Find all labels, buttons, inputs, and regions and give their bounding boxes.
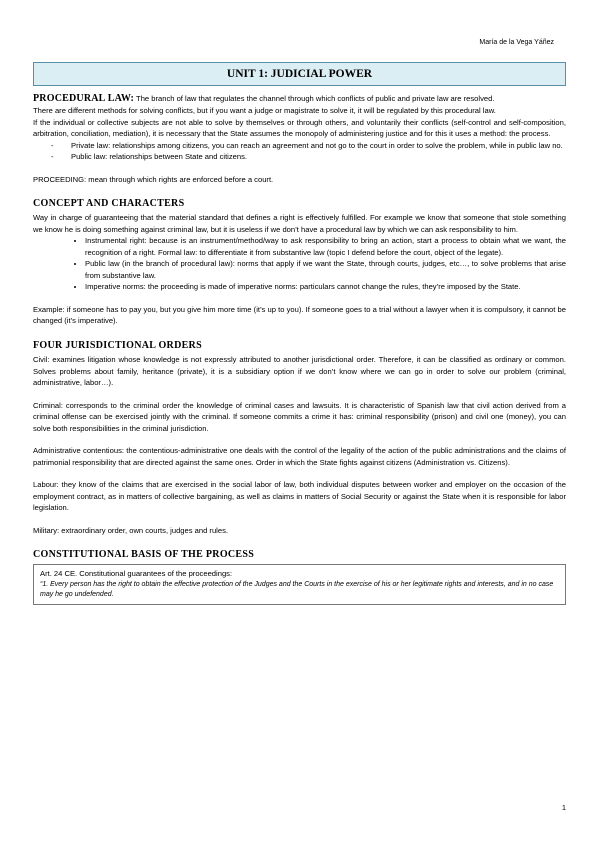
proceeding-definition: PROCEEDING: mean through which rights are enforced before a court. (33, 174, 274, 184)
list-item: - Private law: relationships among citizens, you can reach an agreement and not go to the court in order to solve the problem, while in public law no. (71, 140, 566, 152)
order-military: Military: extraordinary order, own courts, judges and rules. (33, 525, 228, 535)
section-title-constitutional: CONSTITUTIONAL BASIS OF THE PROCESS (33, 549, 255, 561)
list-item: • Imperative norms: the proceeding is made of imperative norms: particulars cannot change the rules, they’re imposed by the State. (85, 281, 566, 293)
procedural-paragraph-2: There are different methods for solving conflicts, but if you want a judge or magistrate to solve it, it will be regulated by this procedural law. (33, 106, 496, 115)
procedural-law-definition: The branch of law that regulates the channel through which conflicts of public and private law are resolved. (134, 94, 495, 103)
section-title-orders: FOUR JURISDICTIONAL ORDERS (33, 339, 202, 351)
list-item: • Instrumental right: because is an instrument/method/way to ask responsibility to bring an action, start a process to obtain what we want, the recognition of a right. Formal law: to differentiate it from substantive law (topic I defend before the court, object of the legate). (85, 235, 566, 258)
procedural-paragraph-3: If the individual or collective subjects are not able to solve by themselves or through others, and voluntarily their conflicts (self-control and self-composition, arbitration, conciliation, mediation), it is necessary that the State assumes the monopoly of administering justice and for this it uses a method: the process. (33, 117, 566, 139)
constitution-article-box (33, 564, 566, 605)
unit-title: UNIT 1: JUDICIAL POWER (33, 62, 566, 86)
list-item: • Public law (in the branch of procedural law): norms that apply if we want the State, through courts, judges, etc…, to solve problems that arise from substantive law. (85, 258, 566, 281)
section-title-concept: CONCEPT AND CHARACTERS (33, 198, 185, 210)
list-item: - Public law: relationships between State and citizens. (71, 151, 566, 163)
law-types-list (33, 140, 566, 163)
article-quote: “1. Every person has the right to obtain the effective protection of the Judges and the Courts in the exercise of his or her legitimate rights and interests, and in no case may he go undefended. (40, 580, 554, 599)
author-name: María de la Vega Yáñez (479, 39, 554, 46)
concept-intro: Way in charge of guaranteeing that the material standard that defines a right is effectively fulfilled. For example we know that someone that stole something we know he is doing something against criminal law, but it is useless if we don’t have a procedural law by which we can ask responsibility to him. (33, 213, 566, 234)
procedural-law-paragraph (33, 92, 566, 105)
article-heading: Art. 24 CE. Constitutional guarantees of the proceedings: (40, 569, 233, 579)
procedural-law-heading: PROCEDURAL LAW: (33, 93, 135, 104)
order-civil: Civil: examines litigation whose knowledge is not expressly attributed to another jurisdictional order. Therefore, it can be classified as ordinary or common. Solves problems about family, heritance (private), it is a subsidiary option if we don’t know where we can go in order to solve our problem (criminal, administrative, labor…). (33, 354, 566, 388)
order-criminal: Criminal: corresponds to the criminal order the knowledge of criminal cases and lawsuits. It is characteristic of Spanish law that civil action derived from a criminal offense can be exercised jointly with the criminal. If someone commits a crime it has: criminal responsibility (prison) and civil one (money), you can solve both responsibilities in the criminal jurisdiction. (33, 400, 566, 433)
characters-list (33, 235, 566, 293)
document-body (33, 62, 566, 605)
order-labour: Labour: they know of the claims that are exercised in the social labor of law, both individual disputes between worker and employer on the occasion of the employment contract, as in matters of collective bargaining, as well as claims in matters of Social Security or against the State when it is responsible for labor legislation. (33, 480, 566, 513)
order-administrative: Administrative contentious: the contentious-administrative one deals with the control of the legality of the action of the public administrations and the claims of patrimonial responsibility that are directed against the same ones. Order in which the State fights against citizens (Administration vs. Citizens). (33, 446, 566, 467)
page-number: 1 (561, 803, 566, 812)
concept-example: Example: if someone has to pay you, but you give him more time (it’s up to you). If someone goes to a trial without a lawyer when it is compulsory, it cannot be changed (it’s imperative). (33, 304, 566, 326)
